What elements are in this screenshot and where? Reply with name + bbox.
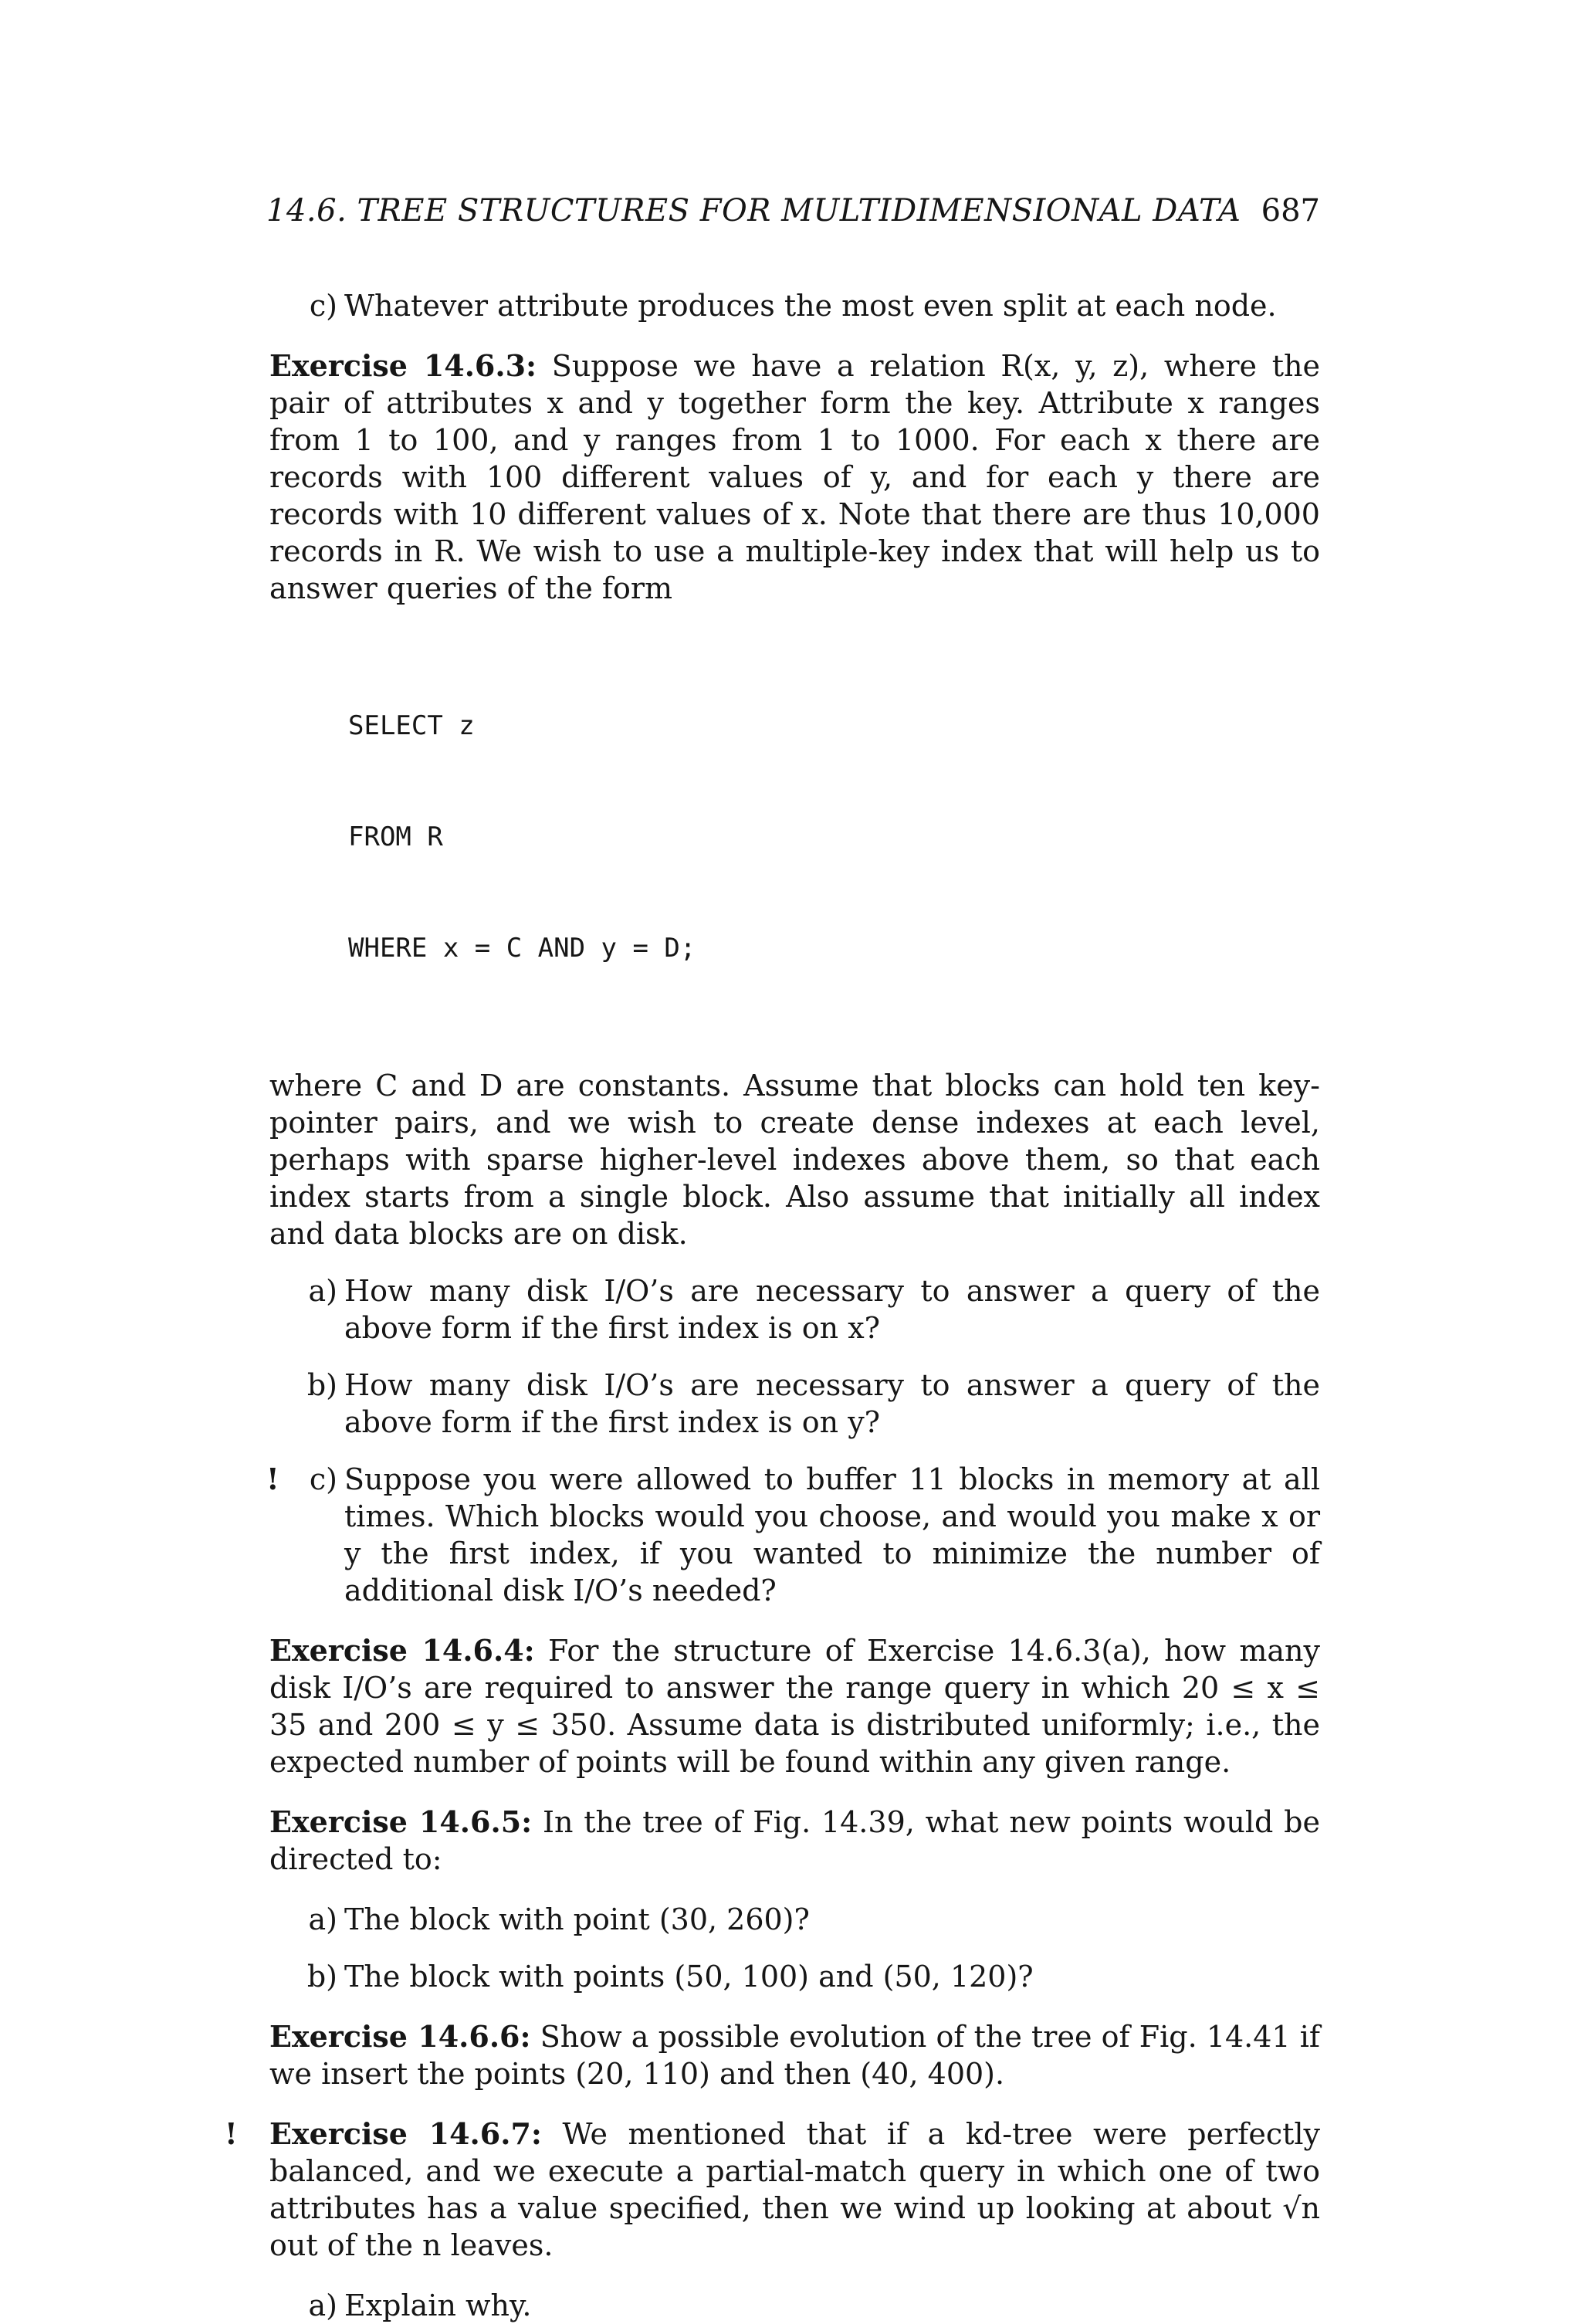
item-text: Explain why. [344,2288,532,2322]
exercise-14-6-5 [269,1804,1320,1878]
difficulty-mark: ! [266,1462,279,1496]
exercise-14-6-3-continuation: where C and D are constants. Assume that blocks can hold ten key-pointer pairs, and we wish to create dense indexes at each level, perhaps with sparse higher-level indexes above them, so that each index starts from a single block. Also assume that initially all index and data blocks are on disk. [269,1069,1320,1251]
item-text: The block with point (30, 260)? [344,1902,810,1936]
difficulty-mark: ! [225,2116,238,2151]
exercise-14-6-3-item-b [269,1367,1320,1441]
exercise-label: Exercise 14.6.3: [269,348,537,383]
item-text: How many disk I/O’s are necessary to answer a query of the above form if the first index is on x? [344,1274,1320,1345]
exercise-label: Exercise 14.6.4: [269,1633,535,1668]
item-marker: a) [308,1274,337,1308]
page-body [225,287,1321,2324]
exercise-14-6-7 [225,2116,1320,2264]
item-marker: a) [308,1902,337,1936]
sql-code-block [269,633,1320,1041]
item-text: Suppose you were allowed to buffer 11 blocks in memory at all times. Which blocks would you choose, and would you make x or y the first index, if you wanted to minimize the number of additional disk I/O’s needed? [344,1462,1320,1607]
item-text: Whatever attribute produces the most even split at each node. [344,289,1277,323]
item-marker: a) [308,2288,337,2322]
exercise-14-6-4 [269,1632,1320,1780]
exercise-14-6-7-item-a [269,2287,1320,2324]
exercise-text: We mentioned that if a kd-tree were perfectly balanced, and we execute a partial-match query in which one of two attributes has a value specified, then we wind up looking at about √n out of the n leaves. [269,2117,1320,2262]
chapter-section-title: 14.6. TREE STRUCTURES FOR MULTIDIMENSIONAL DATA [266,193,1241,229]
item-marker: c) [309,1462,337,1496]
carryover-item-c [269,287,1320,324]
exercise-14-6-3 [269,347,1320,607]
code-line: SELECT z [348,710,475,741]
item-text: How many disk I/O’s are necessary to answer a query of the above form if the first index is on y? [344,1368,1320,1439]
exercise-14-6-3-item-a [269,1272,1320,1347]
item-marker: c) [309,289,337,323]
exercise-14-6-3-item-c [266,1461,1320,1609]
page-number: 687 [1261,193,1320,229]
item-text: The block with points (50, 100) and (50, 120)? [344,1960,1034,1994]
code-line: WHERE x = C AND y = D; [348,933,696,964]
exercise-text: In the tree of Fig. 14.39, what new points would be directed to: [269,1805,1320,1876]
exercise-label: Exercise 14.6.6: [269,2019,531,2054]
item-marker: b) [306,1960,337,1994]
exercise-text: Show a possible evolution of the tree of Fig. 14.41 if we insert the points (20, 110) and then (40, 400). [269,2020,1320,2091]
item-marker: b) [306,1368,337,1402]
exercise-text: For the structure of Exercise 14.6.3(a), how many disk I/O’s are required to answer the range query in which 20 ≤ x ≤ 35 and 200 ≤ y ≤ 350. Assume data is distributed uniformly; i.e., the expected number of points will be found within any given range. [269,1634,1321,1779]
exercise-14-6-5-item-b [269,1958,1320,1995]
exercise-text: Suppose we have a relation R(x, y, z), where the pair of attributes x and y together form the key. Attribute x ranges from 1 to 100, and y ranges from 1 to 1000. For each x there are records with 100 different values of y, and for each y there are records with 10 different values of x. Note that there are thus 10,000 records in R. We wish to use a multiple-key index that will help us to answer queries of the form [269,349,1320,605]
exercise-label: Exercise 14.6.5: [269,1804,533,1839]
exercise-label: Exercise 14.6.7: [269,2116,542,2151]
code-line: FROM R [348,822,443,852]
exercise-14-6-5-item-a [269,1901,1320,1938]
running-head [266,193,1320,229]
exercise-14-6-6 [269,2018,1320,2092]
